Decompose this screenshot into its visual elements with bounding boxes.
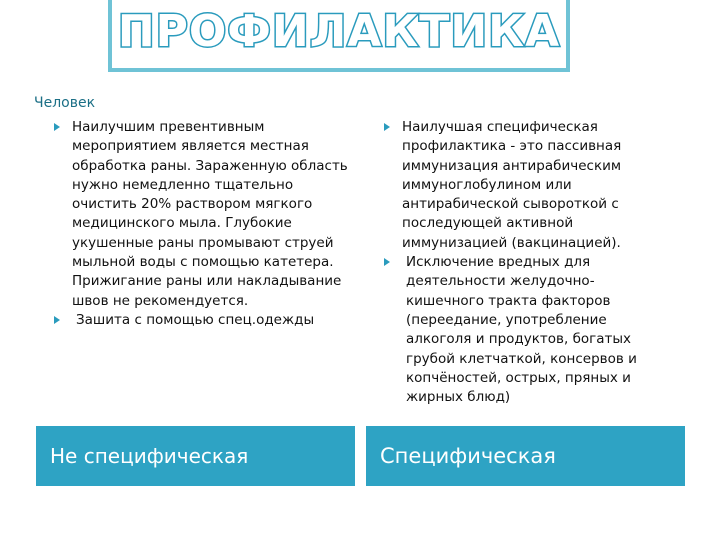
list-item-text: Наилучшая специфическая профилактика - это пассивная иммунизация антирабическим иммуноглобулином или антирабической сывороткой с последующей активной иммунизацией (вакцинацией). bbox=[402, 119, 622, 251]
nonspecific-panel: Не специфическая bbox=[36, 426, 355, 486]
list-item-text: Исключение вредных для деятельности желудочно-кишечного тракта факторов (переедание, употребление алкоголя и продуктов, богатых грубой клетчаткой, консервов и копчёностей, острых, пряных и жирных блюд) bbox=[406, 254, 637, 406]
bullet-arrow-icon bbox=[384, 258, 390, 266]
list-item bbox=[52, 311, 352, 330]
nonspecific-list bbox=[52, 118, 352, 330]
specific-panel: Специфическая bbox=[366, 426, 685, 486]
list-item bbox=[382, 253, 672, 407]
bullet-arrow-icon bbox=[54, 123, 60, 131]
subject-label: Человек bbox=[34, 95, 96, 111]
list-item-text: Зашита с помощью спец.одежды bbox=[76, 311, 315, 328]
list-item-text: Наилучшим превентивным мероприятием является местная обработка раны. Зараженную область нужно немедленно тщательно очистить 20% раствором мягкого медицинского мыла. Глубокие укушенные раны промывают струей мыльной воды с помощью катетера. Прижигание раны или накладывание швов не рекомендуется. bbox=[72, 119, 348, 309]
bullet-arrow-icon bbox=[384, 123, 390, 131]
list-item bbox=[382, 118, 672, 253]
list-item bbox=[52, 118, 352, 311]
specific-list bbox=[382, 118, 672, 407]
bullet-arrow-icon bbox=[54, 316, 60, 324]
page-title: ПРОФИЛАКТИКА bbox=[117, 6, 561, 57]
title-frame bbox=[108, 0, 570, 72]
